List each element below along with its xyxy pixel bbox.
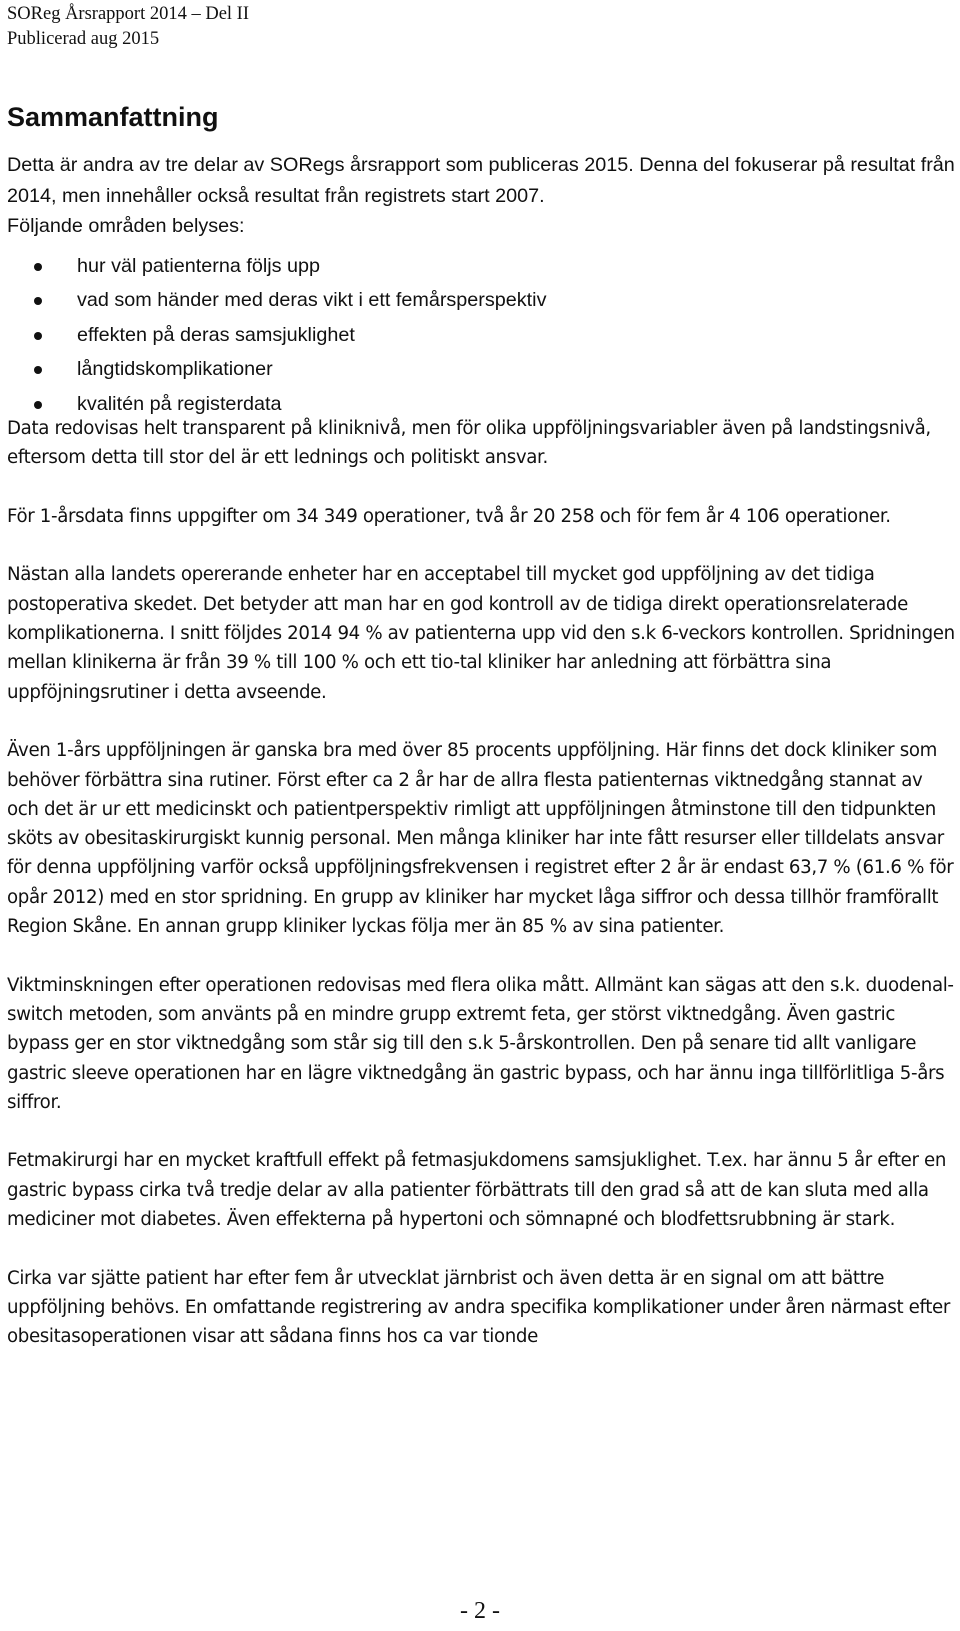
paragraph-transparency: Data redovisas helt transparent på kliniknivå, men för olika uppföljningsvariabler även på landstingsnivå, eftersom detta till stor del är ett lednings och politiskt ansvar. [7, 418, 931, 469]
bullet-icon [34, 332, 42, 340]
list-item-text: kvalitén på registerdata [77, 392, 282, 415]
paragraph-complications: Cirka var sjätte patient har efter fem år utvecklat järnbrist och även detta är en signal om att bättre uppföljning behövs. En omfattande registrering av andra specifika komplikationer under åren närmast efter obesitasoperationen visar att sådana finns hos ca var tionde [7, 1267, 951, 1348]
bullet-icon [34, 366, 42, 374]
list-item-text: långtidskomplikationer [77, 358, 273, 381]
paragraph-early-followup: Nästan alla landets opererande enheter har en acceptabel till mycket god uppföljning av det tidiga postoperativa skedet. Det betyder att man har en god kontroll av de tidiga direkt operationsrelaterade komplikationerna. I snitt följdes 2014 94 % av patienterna upp vid den s.k 6-veckors kontrollen. Spridningen mellan klinikerna är från 39 % till 100 % och ett tio-tal kliniker har anledning att förbättra sina uppföjningsrutiner i detta avseende. [7, 564, 955, 703]
list-item [7, 318, 907, 352]
summary-body [7, 414, 957, 1381]
list-item [7, 249, 907, 283]
list-item [7, 283, 907, 317]
paragraph-long-term-followup: Även 1-års uppföljningen är ganska bra med över 85 procents uppföljning. Här finns det dock kliniker som behöver förbättra sina rutiner. Först efter ca 2 år har de allra flesta patienternas viktnedgång stannat av och det är ur ett medicinskt och patientperspektiv rimligt att uppföljningen åtminstone till den tidpunkten sköts av obesitaskirurgiskt kunnig personal. Men många kliniker har inte fått resurser eller tilldelats ansvar för denna uppföljning varför också uppföljningsfrekvensen i registret efter 2 år är endast 63,7 % (61.6 % för opår 2012) med en stor spridning. En grupp av kliniker har mycket låga siffror och dessa tillhör framförallt Region Skåne. En annan grupp kliniker lyckas följa mer än 85 % av sina patienter. [7, 740, 954, 938]
intro-text [7, 150, 957, 242]
areas-list [7, 249, 907, 421]
list-item [7, 352, 907, 386]
header-report-title: SOReg Årsrapport 2014 – Del II [7, 4, 249, 24]
page-number: - 2 - [460, 1598, 500, 1624]
paragraph-weight-loss: Viktminskningen efter operationen redovisas med flera olika mått. Allmänt kan sägas att den s.k. duodenal-switch metoden, som använts på en mindre grupp extremt feta, ger störst viktnedgång. Även gastric bypass ger en stor viktnedgång som står sig till den s.k 5-årskontrollen. Den på senare tid allt vanligare gastric sleeve operationen har en lägre viktnedgång än gastric bypass, och har ännu inga tillförlitliga 5-års siffror. [7, 974, 954, 1113]
bullet-icon [34, 263, 42, 271]
section-title: Sammanfattning [7, 102, 219, 132]
intro-paragraph: Detta är andra av tre delar av SORegs årsrapport som publiceras 2015. Denna del fokuserar på resultat från 2014, men innehåller också resultat från registrets start 2007. [7, 154, 955, 207]
paragraph-comorbidity: Fetmakirurgi har en mycket kraftfull effekt på fetmasjukdomens samsjuklighet. T.ex. har ännu 5 år efter en gastric bypass cirka två tredje delar av alla patienter förbättrats till den grad så att de kan sluta med alla mediciner mot diabetes. Även effekterna på hypertoni och sömnapné och blodfettsrubbning är stark. [7, 1150, 947, 1231]
bullet-icon [34, 297, 42, 305]
intro-list-lead: Följande områden belyses: [7, 215, 245, 237]
paragraph-data-volume: För 1-årsdata finns uppgifter om 34 349 operationer, två år 20 258 och för fem år 4 106 operationer. [7, 505, 891, 527]
header-publication-date: Publicerad aug 2015 [7, 29, 160, 49]
list-item-text: effekten på deras samsjuklighet [77, 323, 355, 346]
running-header [7, 2, 249, 52]
list-item-text: vad som händer med deras vikt i ett femårsperspektiv [77, 289, 547, 312]
list-item-text: hur väl patienterna följs upp [77, 255, 321, 277]
bullet-icon [34, 401, 42, 409]
